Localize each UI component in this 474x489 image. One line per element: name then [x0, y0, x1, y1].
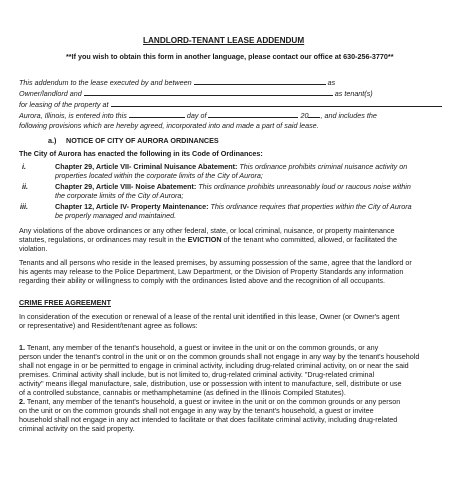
crime-free-heading: CRIME FREE AGREEMENT: [19, 298, 111, 307]
crime-free-intro-2: or representative) and Resident/tenant agree as follows:: [19, 321, 198, 330]
intro-line-4-day: day of: [186, 111, 207, 120]
tenants-line-3: regarding their ability or willingness to comply with the ordinances listed above and the recognition of all occupants.: [19, 276, 385, 285]
violations-line-3: violation.: [19, 244, 48, 253]
intro-line-2: [19, 88, 373, 98]
month-blank[interactable]: [208, 110, 298, 118]
crime-item-1-line-2: person under the tenant's control in the unit or on the common grounds shall not engage in any way by the tenant's household: [19, 352, 420, 361]
violations-line-1: Any violations of the above ordinances or any other federal, state, or local criminal, nuisance, or property maintenance: [19, 226, 395, 235]
ordinance-item-1: [55, 162, 407, 171]
section-a-lead: The City of Aurora has enacted the following in its Code of Ordinances:: [19, 149, 263, 158]
ordinance-item-3-cont: be properly managed and maintained.: [55, 211, 177, 220]
violations-line-2: [19, 235, 397, 244]
item-num: i.: [22, 162, 26, 171]
day-blank[interactable]: [129, 110, 185, 118]
intro-line-4: [19, 110, 377, 120]
year-blank[interactable]: [308, 110, 320, 118]
document-title: LANDLORD-TENANT LEASE ADDENDUM: [143, 36, 305, 45]
ordinance-text: This ordinance requires that properties within the City of Aurora: [208, 202, 412, 211]
item-text: Tenant, any member of the tenant's household, a guest or invitee in the unit or on the common grounds or any person: [25, 397, 401, 406]
item-num: iii.: [20, 202, 28, 211]
section-a-marker: a.): [48, 136, 57, 145]
intro-line-4-tail: , and includes the: [320, 111, 377, 120]
eviction-word: EVICTION: [187, 235, 222, 244]
intro-line-4-text: Aurora, Illinois, is entered into this: [19, 111, 127, 120]
intro-line-3: [19, 99, 442, 109]
ordinance-text: This ordinance prohibits unreasonably loud or raucous noise within: [196, 182, 411, 191]
intro-line-1-as: as: [327, 78, 336, 87]
crime-item-1-line-5: activity" means illegal manufacture, sale, distribution, use or possession with intent to manufacture, sell, distribute or use: [19, 379, 402, 388]
intro-line-3-text: for leasing of the property at: [19, 100, 109, 109]
ordinance-item-2-cont: the corporate limits of the City of Aurora;: [55, 191, 184, 200]
intro-line-5: following provisions which are hereby agreed, incorporated into and made a part of said lease.: [19, 121, 319, 130]
ordinance-text: This ordinance prohibits criminal nuisance activity on: [237, 162, 408, 171]
ordinance-title: Chapter 12, Article IV- Property Maintenance:: [55, 202, 209, 211]
ordinance-title: Chapter 29, Article VII- Criminal Nuisance Abatement:: [55, 162, 238, 171]
intro-line-1-text: This addendum to the lease executed by and between: [19, 78, 192, 87]
item-num: ii.: [22, 182, 28, 191]
crime-free-intro-1: In consideration of the execution or renewal of a lease of the rental unit identified in this lease, Owner (or Owner's agent: [19, 312, 400, 321]
item-num: 2.: [19, 397, 25, 406]
crime-item-2-line-3: household shall not engage in any act intended to facilitate or that does facilitate criminal activity, including drug-related: [19, 415, 398, 424]
party-blank[interactable]: [194, 77, 326, 85]
intro-line-1: [19, 77, 335, 87]
crime-item-1-line-3: shall not engage in or be permitted to engage in criminal activity, including drug-related criminal activity, on or near the said: [19, 361, 409, 370]
section-a-heading: NOTICE OF CITY OF AURORA ORDINANCES: [66, 136, 219, 145]
violations-text: statutes, regulations, or ordinances may result in the: [19, 235, 188, 244]
intro-line-2-tenant: as tenant(s): [334, 89, 373, 98]
intro-line-2-text: Owner/landlord and: [19, 89, 82, 98]
crime-item-2-line-4: criminal activity on the said property.: [19, 424, 135, 433]
crime-item-2-line-2: on the unit or on the common grounds shall not engage in any way by the tenant's household, a guest or invitee: [19, 406, 374, 415]
violations-text: of the tenant who committed, allowed, or facilitated the: [221, 235, 397, 244]
property-blank[interactable]: [111, 99, 442, 107]
ordinance-item-2: [55, 182, 411, 191]
ordinance-item-3: [55, 202, 412, 211]
tenant-blank[interactable]: [84, 88, 333, 96]
language-note: **If you wish to obtain this form in another language, please contact our office at 630-256-3770**: [66, 52, 394, 61]
crime-item-2-line-1: [19, 397, 400, 406]
tenants-line-1: Tenants and all persons who reside in the leased premises, by assuming possession of the same, agree that the landlord or: [19, 258, 412, 267]
crime-item-1-line-6: of a controlled substance, cannabis or methamphetamine (as defined in the Illinois Compiled Statutes).: [19, 388, 346, 397]
intro-line-4-year: 20: [300, 111, 309, 120]
tenants-line-2: his agents may release to the Police Department, Law Department, or the Division of Property Standards any information: [19, 267, 404, 276]
ordinance-item-1-cont: properties located within the corporate limits of the City of Aurora;: [55, 171, 263, 180]
crime-item-1-line-4: premises. Criminal activity shall include, but is not limited to, drug-related criminal activity. "Drug-related criminal: [19, 370, 375, 379]
ordinance-title: Chapter 29, Article VIII- Noise Abatement:: [55, 182, 197, 191]
item-text: Tenant, any member of the tenant's household, a guest or invitee in the unit or on the common grounds, or any: [25, 343, 379, 352]
crime-item-1-line-1: [19, 343, 378, 352]
item-num: 1.: [19, 343, 25, 352]
